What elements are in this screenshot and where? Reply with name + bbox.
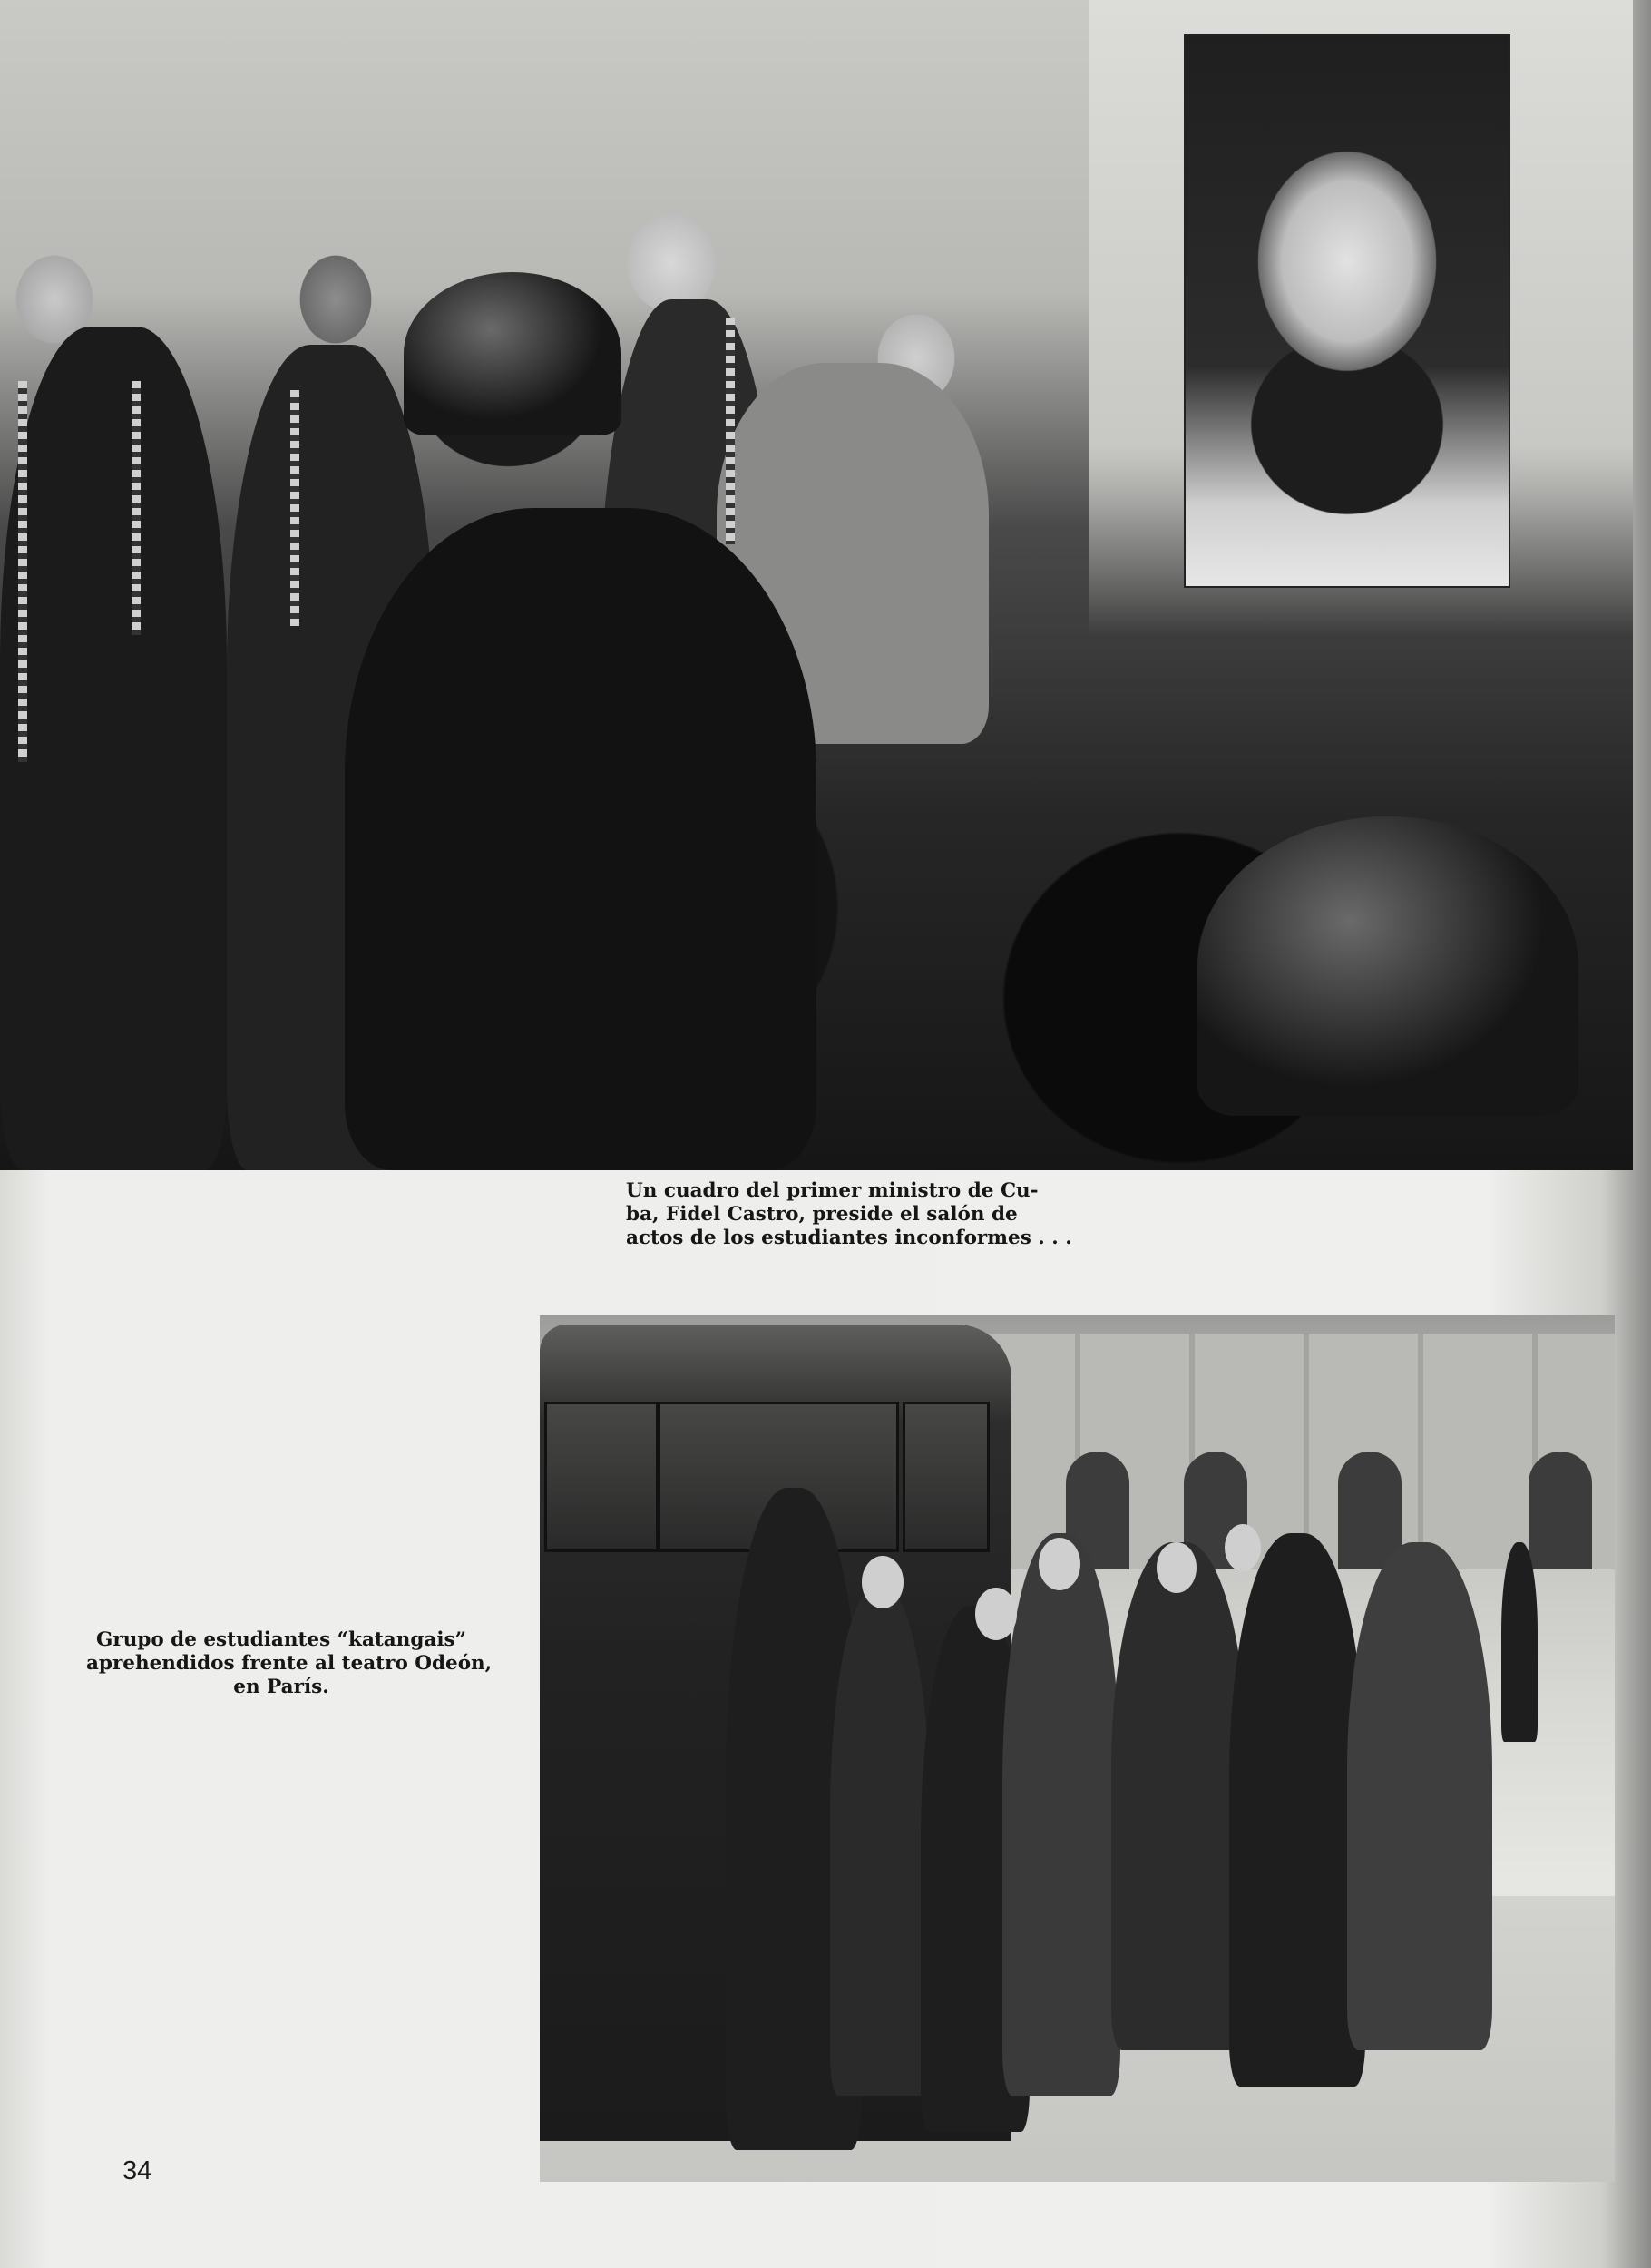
chain — [18, 381, 27, 762]
photo-katangais-arrest — [540, 1315, 1615, 2182]
caption-line: Un cuadro del primer ministro de Cu- — [626, 1179, 1039, 1202]
photo-face — [1157, 1542, 1197, 1593]
helmet — [404, 272, 621, 435]
van-window — [903, 1402, 990, 1552]
facade-arch — [1529, 1452, 1592, 1569]
photo-person — [1002, 1533, 1120, 2096]
chain — [290, 390, 299, 626]
helmet — [1197, 816, 1578, 1116]
page-number: 34 — [122, 2156, 152, 2185]
caption-line: aprehendidos frente al teatro Odeón, — [86, 1652, 493, 1675]
caption-line: actos de los estudiantes inconformes . . . — [626, 1227, 1072, 1249]
photo-face — [975, 1588, 1017, 1640]
photo-face — [1039, 1538, 1080, 1590]
caption-line: Grupo de estudiantes “katangais” — [96, 1628, 466, 1651]
caption-line: ba, Fidel Castro, preside el salón de — [626, 1203, 1018, 1226]
photo-figure — [0, 327, 227, 1170]
photo-person — [1229, 1533, 1365, 2087]
chain — [726, 318, 735, 544]
photo-person — [1501, 1542, 1538, 1742]
caption-katangais — [86, 1628, 493, 1699]
photo-face — [862, 1556, 904, 1608]
van-window — [544, 1402, 659, 1552]
photo-person — [1111, 1542, 1247, 2050]
photo-person — [1347, 1542, 1492, 2050]
caption-line: en París. — [233, 1676, 329, 1698]
caption-castro-portrait — [626, 1179, 1098, 1250]
photo-face — [1225, 1524, 1261, 1571]
castro-portrait-poster — [1184, 34, 1510, 588]
photo-person — [830, 1588, 930, 2096]
photo-figure — [345, 508, 816, 1170]
chain — [132, 381, 141, 635]
